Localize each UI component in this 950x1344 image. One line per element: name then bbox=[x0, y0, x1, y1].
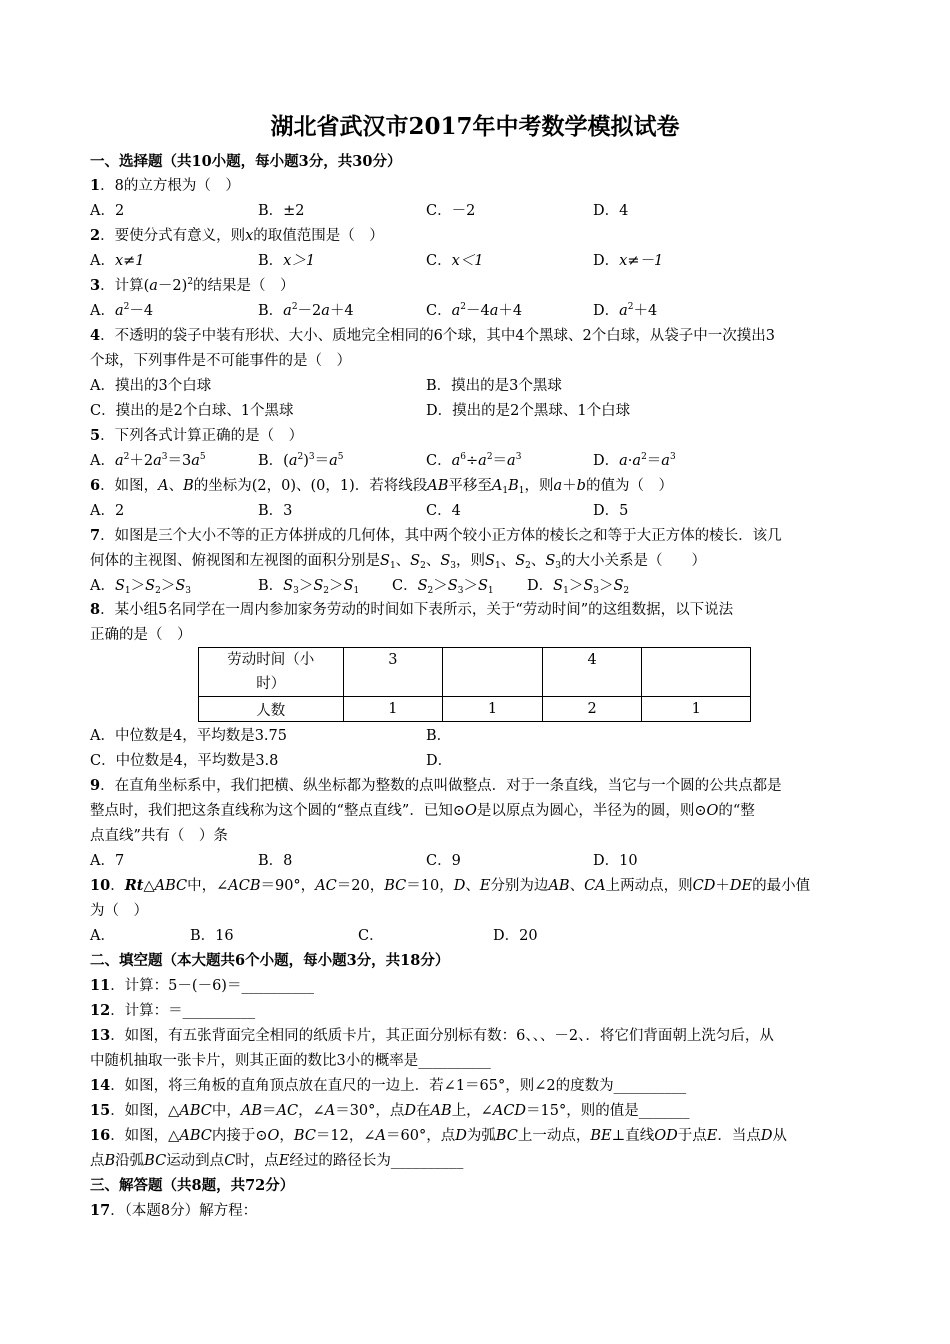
q7-option-d: D．$S_1>S_3>S_2$ bbox=[527, 578, 630, 596]
q10-option-b: B．16 bbox=[190, 928, 234, 944]
q6-option-b: B．3 bbox=[258, 503, 293, 519]
question-8-cont: 正确的是（ ） bbox=[90, 627, 192, 643]
question-16-cont: 点B沿弧BC运动到点C时，点E经过的路径长为__________ bbox=[90, 1153, 464, 1169]
q10-option-a: A． bbox=[90, 928, 115, 944]
q4-option-c: C．摸出的是2个白球、1个黑球 bbox=[90, 403, 294, 419]
question-6: 6．如图，A、B的坐标为(2，0)、(0，1)．若将线段AB平移至$A_1B_1$，则a＋b的值为（ ） bbox=[90, 477, 673, 496]
q2-option-a: A．x≠1 bbox=[90, 253, 145, 269]
question-4-cont: 个球，下列事件是不可能事件的是（ ） bbox=[90, 353, 351, 369]
q9-option-c: C．9 bbox=[426, 853, 461, 869]
q3-option-d: D．$a^2+4$ bbox=[593, 302, 658, 319]
q3-option-b: B．$a^2-2a+4$ bbox=[258, 302, 354, 319]
question-number: 1 bbox=[90, 177, 101, 194]
q9-option-b: B．8 bbox=[258, 853, 293, 869]
q3-option-a: A．$a^2-4$ bbox=[90, 302, 154, 319]
table-cell bbox=[443, 648, 543, 697]
q8-option-b: B． bbox=[426, 728, 452, 744]
table-cell bbox=[642, 648, 751, 697]
table-cell: 1 bbox=[343, 697, 443, 722]
q4-option-d: D．摸出的是2个黑球、1个白球 bbox=[426, 403, 631, 419]
q8-option-a: A．中位数是4，平均数是3.75 bbox=[90, 728, 287, 744]
question-16: 16．如图，△ABC内接于⊙O，BC＝12，∠A＝60°，点D为弧BC上一动点，BE⊥直线OD于点E．当点D从 bbox=[90, 1127, 788, 1144]
question-17: 17．（本题8分）解方程： bbox=[90, 1202, 258, 1219]
q2-option-b: B．x＞1 bbox=[258, 253, 316, 269]
question-8: 8．某小组5名同学在一周内参加家务劳动的时间如下表所示，关于“劳动时间”的这组数据，以下说法 bbox=[90, 601, 734, 618]
question-14: 14．如图，将三角板的直角顶点放在直尺的一边上．若∠1＝65°，则∠2的度数为__________ bbox=[90, 1077, 687, 1094]
q1-option-b: B．±2 bbox=[258, 203, 305, 219]
question-3: 3．计算$(a-2)^2$的结果是（ ） bbox=[90, 277, 295, 294]
q7-option-c: C．$S_2>S_3>S_1$ bbox=[392, 578, 494, 596]
question-5: 5．下列各式计算正确的是（ ） bbox=[90, 427, 304, 444]
question-1 bbox=[90, 174, 870, 198]
question-9-cont2: 点直线”共有（ ）条 bbox=[90, 828, 228, 844]
section-heading-fill: 二、填空题（本大题共6个小题，每小题3分，共18分） bbox=[90, 952, 450, 969]
q9-option-d: D．10 bbox=[593, 853, 638, 869]
q1-option-a: A．2 bbox=[90, 203, 125, 219]
q5-option-d: D．$a\cdot a^2=a^3$ bbox=[593, 452, 676, 469]
question-number: 2 bbox=[90, 227, 101, 244]
q8-option-d: D． bbox=[426, 753, 453, 769]
page-title: 湖北省武汉市2017年中考数学模拟试卷 bbox=[270, 113, 680, 140]
variable-x: x bbox=[245, 228, 254, 244]
q3-option-c: C．$a^2-4a+4$ bbox=[426, 302, 523, 319]
table-cell: 2 bbox=[542, 697, 642, 722]
q9-option-a: A．7 bbox=[90, 853, 125, 869]
q6-option-a: A．2 bbox=[90, 503, 125, 519]
question-9-cont: 整点时，我们把这条直线称为这个圆的“整点直线”．已知⊙O是以原点为圆心，半径为的圆，则⊙O的“整 bbox=[90, 803, 755, 819]
q7-option-a: A．$S_1>S_2>S_3$ bbox=[90, 578, 191, 596]
question-7: 7．如图是三个大小不等的正方体拼成的几何体，其中两个较小正方体的棱长之和等于大正方体的棱长．该几 bbox=[90, 527, 782, 544]
question-15: 15．如图，△ABC中，AB＝AC，∠A＝30°，点D在AB上，∠ACD＝15°，则的值是_______ bbox=[90, 1102, 690, 1119]
q10-option-c: C． bbox=[358, 928, 384, 944]
question-7-cont: 何体的主视图、俯视图和左视图的面积分别是$S_1$、$S_2$、$S_3$，则$S_1$、$S_2$、$S_3$的大小关系是（ ） bbox=[90, 553, 707, 571]
q4-option-a: A．摸出的3个白球 bbox=[90, 378, 212, 394]
table-cell: 3 bbox=[343, 648, 443, 697]
table-cell: 4 bbox=[542, 648, 642, 697]
table-header-cell: 人数 bbox=[199, 697, 344, 722]
question-11: 11．计算：5－(－6)＝__________ bbox=[90, 977, 314, 994]
question-text: ．要使分式有意义，则 bbox=[100, 228, 246, 244]
question-9: 9．在直角坐标系中，我们把横、纵坐标都为整数的点叫做整点．对于一条直线，当它与一个圆的公共点都是 bbox=[90, 777, 782, 794]
q1-option-d: D．4 bbox=[593, 203, 629, 219]
question-13: 13．如图，有五张背面完全相同的纸质卡片，其正面分别标有数：6、、、－2、．将它们背面朝上洗匀后，从 bbox=[90, 1027, 774, 1044]
q6-option-d: D．5 bbox=[593, 503, 629, 519]
q5-option-c: C．$a^6\div a^2=a^3$ bbox=[426, 452, 522, 469]
question-13-cont: 中随机抽取一张卡片，则其正面的数比3小的概率是__________ bbox=[90, 1053, 491, 1069]
q4-option-b: B．摸出的是3个黑球 bbox=[426, 378, 562, 394]
labor-time-table bbox=[198, 647, 751, 722]
q2-option-c: C．x＜1 bbox=[426, 253, 484, 269]
question-4: 4．不透明的袋子中装有形状、大小、质地完全相同的6个球，其中4个黑球、2个白球，从袋子中一次摸出3 bbox=[90, 327, 775, 344]
q5-option-a: A．$a^2+2a^3=3a^5$ bbox=[90, 452, 206, 469]
section-heading-solve: 三、解答题（共8题，共72分） bbox=[90, 1177, 295, 1194]
question-10-cont: 为（ ） bbox=[90, 903, 148, 919]
question-text: ．8的立方根为（ ） bbox=[100, 178, 240, 194]
q8-option-c: C．中位数是4，平均数是3.8 bbox=[90, 753, 279, 769]
q6-option-c: C．4 bbox=[426, 503, 461, 519]
question-10: 10．Rt△ABC中，∠ACB＝90°，AC＝20，BC＝10，D、E分别为边AB、CA上两动点，则CD＋DE的最小值 bbox=[90, 877, 811, 894]
table-cell: 1 bbox=[443, 697, 543, 722]
q1-option-c: C．－2 bbox=[426, 203, 476, 219]
question-text: 的取值范围是（ ） bbox=[253, 228, 384, 244]
section-heading-choice: 一、选择题（共10小题，每小题3分，共30分） bbox=[90, 153, 402, 170]
q5-option-b: B．$(a^2)^3=a^5$ bbox=[258, 452, 344, 469]
question-2 bbox=[90, 224, 870, 248]
q10-option-d: D．20 bbox=[493, 928, 538, 944]
q2-option-d: D．x≠－1 bbox=[593, 253, 664, 269]
table-cell: 1 bbox=[642, 697, 751, 722]
table-header-cell: 劳动时间（小 时） bbox=[199, 648, 344, 697]
q7-option-b: B．$S_3>S_2>S_1$ bbox=[258, 578, 360, 596]
question-12: 12．计算：＝__________ bbox=[90, 1002, 256, 1019]
